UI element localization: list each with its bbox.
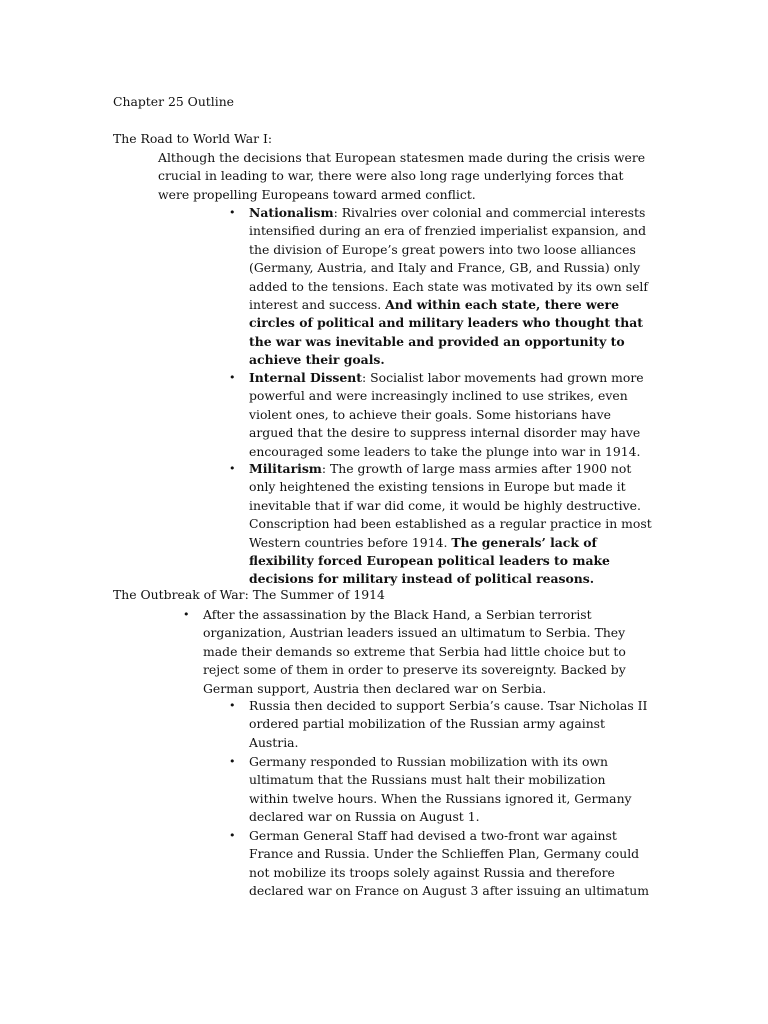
regular-text: Western countries before 1914.: [249, 534, 452, 550]
bullet-line: [249, 534, 652, 552]
sub-bullet-line: Russia then decided to support Serbia’s cause. Tsar Nicholas II: [249, 698, 648, 713]
regular-text: intensified during an era of frenzied imperialist expansion, and: [249, 223, 647, 239]
sub-bullet-line: France and Russia. Under the Schlieffen Plan, Germany could: [249, 846, 640, 862]
bullet-line: After the assassination by the Black Hand, a Serbian terrorist: [203, 607, 592, 622]
sub-bullet-russia: •: [229, 699, 236, 712]
bullet-internal-dissent: •: [229, 371, 236, 384]
bullet-line: [249, 222, 648, 240]
bullet-line: [249, 278, 648, 296]
bullet-text-nationalism: [249, 204, 648, 370]
bullet-line: [249, 314, 648, 332]
sub-bullet-germany: •: [229, 755, 236, 768]
bold-text: And within each state, there were: [385, 296, 619, 312]
chapter-title: Chapter 25 Outline: [113, 94, 235, 109]
bullet-line: [249, 443, 644, 461]
bullet-line: reject some of them in order to preserve its sovereignty. Backed by: [203, 662, 626, 678]
bullet-line: [249, 515, 652, 533]
section-title-outbreak: The Outbreak of War: The Summer of 1914: [113, 587, 385, 602]
intro-line: crucial in leading to war, there were also long rage underlying forces that: [158, 168, 624, 184]
bullet-nationalism: •: [229, 206, 236, 219]
intro-line: Although the decisions that European statesmen made during the crisis were: [158, 150, 646, 165]
regular-text: violent ones, to achieve their goals. Some historians have: [249, 406, 611, 422]
sub-bullet-text-schlieffen: [249, 827, 649, 901]
bold-text: Internal Dissent: [249, 370, 363, 385]
sub-bullet-line: Germany responded to Russian mobilization with its own: [249, 754, 609, 769]
bullet-line: organization, Austrian leaders issued an ultimatum to Serbia. They: [203, 625, 626, 641]
regular-text: Conscription had been established as a regular practice in most: [249, 516, 652, 532]
sub-bullet-line: ordered partial mobilization of the Russian army against: [249, 716, 606, 732]
regular-text: added to the tensions. Each state was motivated by its own self: [249, 278, 648, 294]
sub-bullet-line: German General Staff had devised a two-front war against: [249, 828, 617, 843]
sub-bullet-text-russia: [249, 697, 647, 752]
bold-text: flexibility forced European political leaders to make: [249, 552, 610, 568]
intro-line: were propelling Europeans toward armed conflict.: [158, 186, 476, 202]
bullet-militarism: •: [229, 462, 236, 475]
bullet-line: [249, 387, 644, 405]
sub-bullet-line: declared war on Russia on August 1.: [249, 809, 480, 825]
regular-text: : The growth of large mass armies after 1900 not: [321, 461, 632, 476]
bullet-line: [249, 351, 648, 369]
bullet-line: [249, 296, 648, 314]
regular-text: argued that the desire to suppress internal disorder may have: [249, 425, 641, 441]
bold-text: achieve their goals.: [249, 352, 385, 368]
bullet-line: [249, 478, 652, 496]
bold-text: the war was inevitable and provided an opportunity to: [249, 333, 625, 349]
bullet-assassination: •: [183, 608, 190, 621]
sub-bullet-line: Austria.: [249, 734, 299, 750]
bold-text: decisions for military instead of political reasons.: [249, 571, 595, 587]
section-title-road-to-war: The Road to World War I:: [113, 131, 273, 146]
bullet-line: [249, 460, 652, 478]
bold-text: Militarism: [249, 461, 322, 476]
bullet-line: [249, 552, 652, 570]
bullet-line: [249, 259, 648, 277]
sub-bullet-line: within twelve hours. When the Russians ignored it, Germany: [249, 790, 632, 806]
bold-text: circles of political and military leaders who thought that: [249, 315, 643, 331]
bullet-line: [249, 333, 648, 351]
sub-bullet-text-germany: [249, 753, 632, 827]
regular-text: : Rivalries over colonial and commercial interests: [333, 205, 646, 220]
regular-text: : Socialist labor movements had grown more: [362, 370, 644, 385]
sub-bullet-schlieffen: •: [229, 829, 236, 842]
bullet-text-internal-dissent: [249, 369, 644, 461]
bullet-line: [249, 424, 644, 442]
regular-text: (Germany, Austria, and Italy and France, GB, and Russia) only: [249, 260, 641, 276]
bullet-line: [249, 241, 648, 259]
bullet-line: [249, 497, 652, 515]
sub-bullet-line: declared war on France on August 3 after issuing an ultimatum: [249, 883, 649, 899]
bullet-line: [249, 204, 648, 222]
bullet-text-assassination: [203, 606, 626, 698]
bullet-line: [249, 369, 644, 387]
bullet-line: made their demands so extreme that Serbia had little choice but to: [203, 643, 626, 659]
regular-text: only heightened the existing tensions in Europe but made it: [249, 479, 626, 495]
bullet-text-militarism: [249, 460, 652, 589]
bullet-line: German support, Austria then declared war on Serbia.: [203, 680, 547, 696]
regular-text: inevitable that if war did come, it would be highly destructive.: [249, 497, 641, 513]
bold-text: The generals’ lack of: [451, 534, 597, 550]
regular-text: encouraged some leaders to take the plunge into war in 1914.: [249, 443, 641, 459]
regular-text: the division of Europe’s great powers into two loose alliances: [249, 241, 636, 257]
regular-text: interest and success.: [249, 296, 386, 312]
section1-intro: [158, 149, 645, 204]
regular-text: powerful and were increasingly inclined to use strikes, even: [249, 388, 628, 404]
bullet-line: [249, 406, 644, 424]
bold-text: Nationalism: [249, 205, 334, 220]
sub-bullet-line: ultimatum that the Russians must halt their mobilization: [249, 772, 606, 788]
sub-bullet-line: not mobilize its troops solely against Russia and therefore: [249, 864, 615, 880]
